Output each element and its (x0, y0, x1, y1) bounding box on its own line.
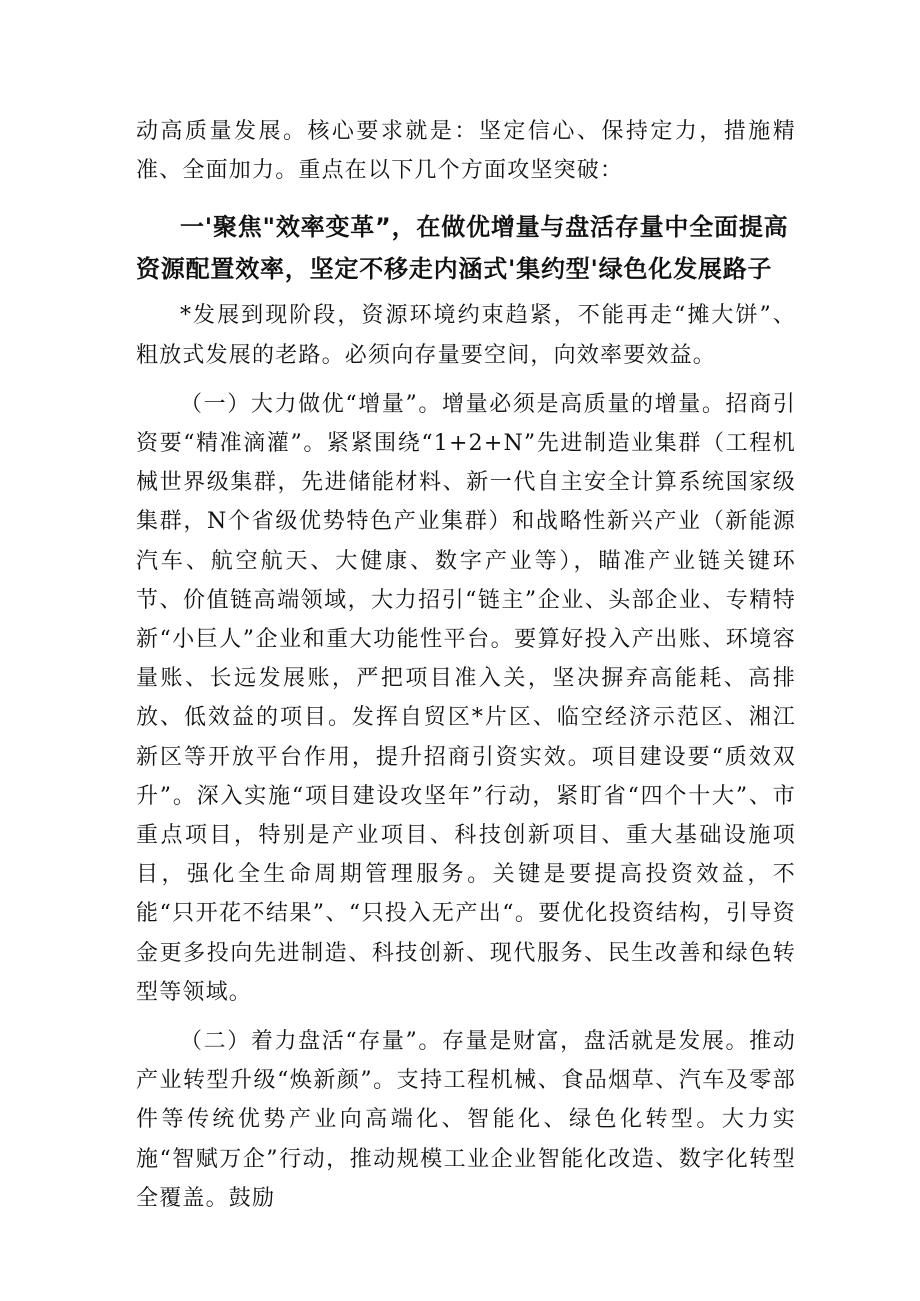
context-paragraph: *发展到现阶段，资源环境约束趋紧，不能再走“摊大饼”、粗放式发展的老路。必须向存量要空间，向效率要效益。 (136, 303, 796, 368)
intro-paragraph: 动高质量发展。核心要求就是：坚定信心、保持定力，措施精准、全面加力。重点在以下几个方面攻坚突破： (136, 119, 796, 184)
document-body (136, 112, 796, 1218)
spacer (136, 190, 796, 196)
spacer (136, 1012, 796, 1022)
spacer (136, 375, 796, 385)
section-two-paragraph: （二）着力盘活“存量”。存量是财富，盘活就是发展。推动产业转型升级“焕新颜”。支持工程机械、食品烟草、汽车及零部件等传统优势产业向高端化、智能化、绿色化转型。大力实施“智赋万企”行动，推动规模工业企业智能化改造、数字化转型全覆盖。鼓励 (136, 1029, 796, 1211)
section-heading: 一'聚焦"效率变革”，在做优增量与盘活存量中全面提高资源配置效率，坚定不移走内涵式'集约型'绿色化发展路子 (136, 213, 789, 284)
section-one-paragraph: （一）大力做优“增量”。增量必须是高质量的增量。招商引资要“精准滴灌”。紧紧围绕“1+2+N”先进制造业集群（工程机械世界级集群，先进储能材料、新一代自主安全计算系统国家级集群，N个省级优势特色产业集群）和战略性新兴产业（新能源汽车、航空航天、大健康、数字产业等），瞄准产业链关键环节、价值链高端领域，大力招引“链主”企业、头部企业、专精特新“小巨人”企业和重大功能性平台。要算好投入产出账、环境容量账、长远发展账，严把项目准入关，坚决摒弃高能耗、高排放、低效益的项目。发挥自贸区*片区、临空经济示范区、湘江新区等开放平台作用，提升招商引资实效。项目建设要“质效双升”。深入实施“项目建设攻坚年”行动，紧盯省“四个十大”、市重点项目，特别是产业项目、科技创新项目、重大基础设施项目，强化全生命周期管理服务。关键是要提高投资效益，不能“只开花不结果”、“只投入无产出“。要优化投资结构，引导资金更多投向先进制造、科技创新、现代服务、民生改善和绿色转型等领域。 (136, 391, 796, 1005)
